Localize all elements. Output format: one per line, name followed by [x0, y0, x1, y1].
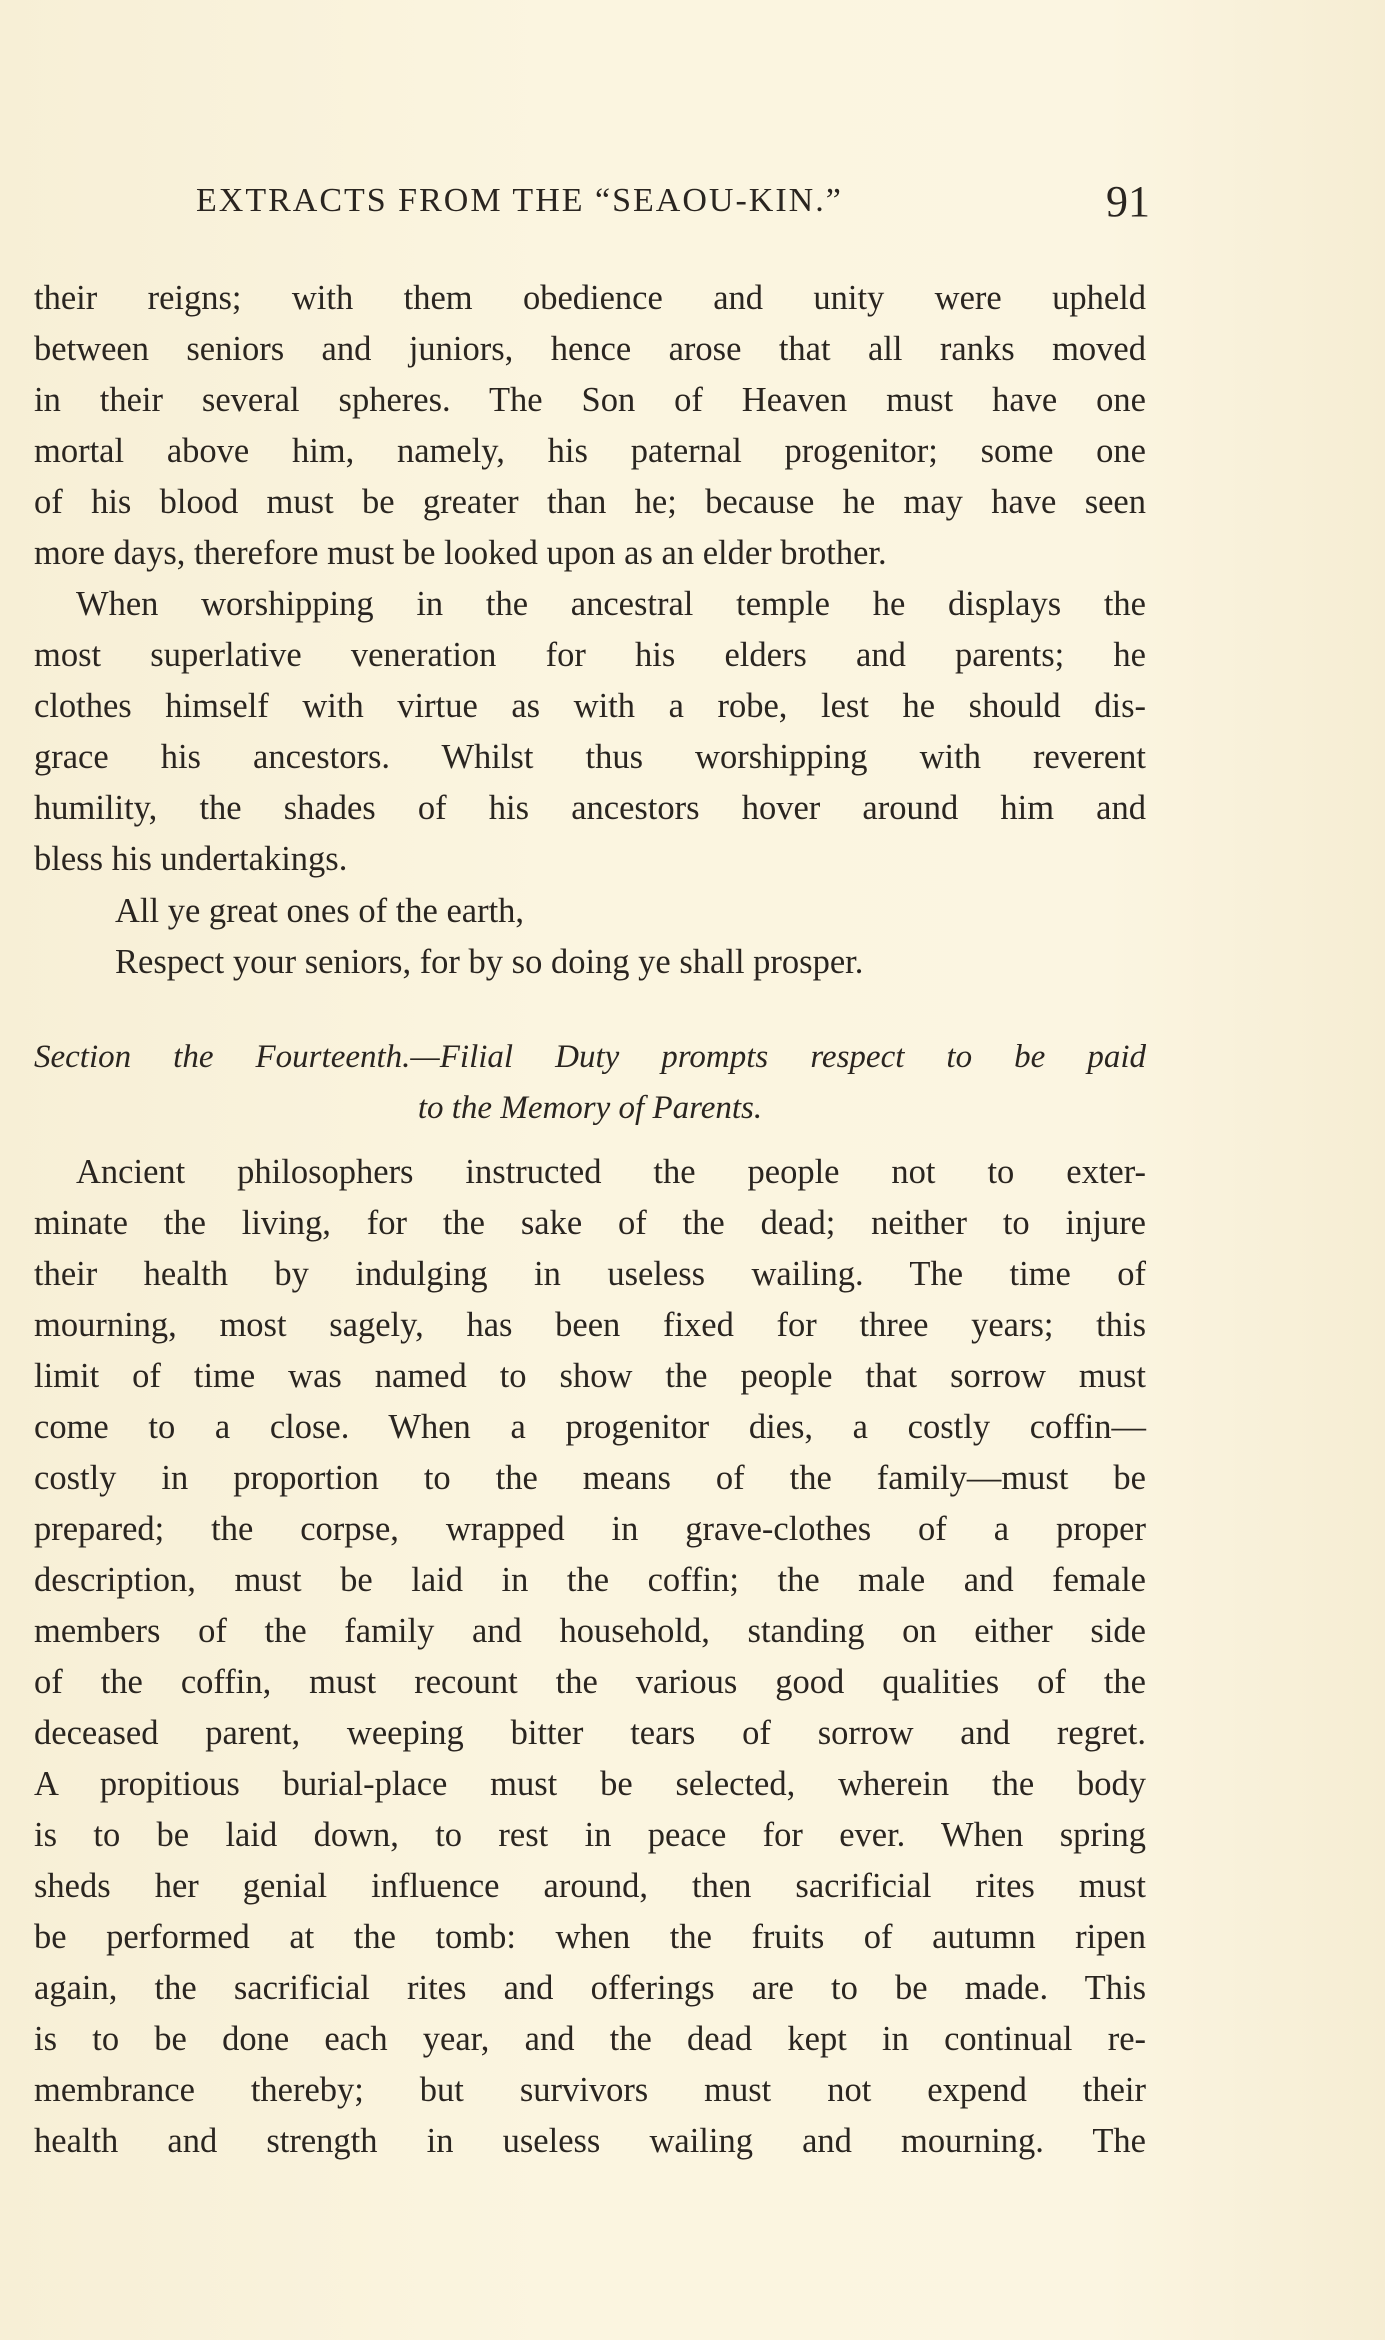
- text-line: of his blood must be greater than he; because he may have seen: [34, 483, 1146, 521]
- section-heading: [34, 1032, 1146, 1134]
- text-line: deceased parent, weeping bitter tears of sorrow and regret.: [34, 1714, 1146, 1752]
- text-line: membrance thereby; but survivors must not expend their: [34, 2071, 1146, 2109]
- text-line: grace his ancestors. Whilst thus worshipping with reverent: [34, 738, 1146, 776]
- running-title: EXTRACTS FROM THE “SEAOU-KIN.”: [196, 182, 843, 219]
- text-line: in their several spheres. The Son of Heaven must have one: [34, 381, 1146, 419]
- text-line: of the coffin, must recount the various good qualities of the: [34, 1663, 1146, 1701]
- running-head: [174, 176, 1150, 236]
- text-line: again, the sacrificial rites and offerings are to be made. This: [34, 1969, 1146, 2007]
- text-line: description, must be laid in the coffin; the male and female: [34, 1561, 1146, 1599]
- paragraph-mourning: [34, 1147, 1146, 2167]
- paragraph-continuation: [34, 273, 1146, 579]
- text-line: mourning, most sagely, has been fixed for three years; this: [34, 1306, 1146, 1344]
- text-line: Ancient philosophers instructed the people not to exter-: [76, 1153, 1146, 1191]
- text-line: minate the living, for the sake of the dead; neither to injure: [34, 1204, 1146, 1242]
- text-line: When worshipping in the ancestral temple he displays the: [76, 585, 1146, 623]
- text-line: sheds her genial influence around, then sacrificial rites must: [34, 1867, 1146, 1905]
- text-line: is to be laid down, to rest in peace for ever. When spring: [34, 1816, 1146, 1854]
- text-line: come to a close. When a progenitor dies, a costly coffin—: [34, 1408, 1146, 1446]
- text-line: more days, therefore must be looked upon as an elder brother.: [34, 534, 887, 572]
- text-line: between seniors and juniors, hence arose that all ranks moved: [34, 330, 1146, 368]
- verse: [115, 886, 863, 988]
- verse-line: All ye great ones of the earth,: [115, 892, 525, 930]
- text-line: prepared; the corpse, wrapped in grave-clothes of a proper: [34, 1510, 1146, 1548]
- text-line: their reigns; with them obedience and unity were upheld: [34, 279, 1146, 317]
- page-number: 91: [1106, 177, 1150, 226]
- text-line: most superlative veneration for his elders and parents; he: [34, 636, 1146, 674]
- text-line: members of the family and household, standing on either side: [34, 1612, 1146, 1650]
- text-line: be performed at the tomb: when the fruits of autumn ripen: [34, 1918, 1146, 1956]
- text-line: limit of time was named to show the people that sorrow must: [34, 1357, 1146, 1395]
- text-line: clothes himself with virtue as with a robe, lest he should dis-: [34, 687, 1146, 725]
- text-line: their health by indulging in useless wailing. The time of: [34, 1255, 1146, 1293]
- section-heading-line: to the Memory of Parents.: [417, 1090, 763, 1126]
- text-line: bless his undertakings.: [34, 840, 348, 878]
- paragraph-worship: [34, 579, 1146, 885]
- text-line: is to be done each year, and the dead kept in continual re-: [34, 2020, 1146, 2058]
- text-line: humility, the shades of his ancestors hover around him and: [34, 789, 1146, 827]
- text-line: A propitious burial-place must be selected, wherein the body: [34, 1765, 1146, 1803]
- verse-line: Respect your seniors, for by so doing ye shall prosper.: [115, 943, 864, 981]
- text-line: mortal above him, namely, his paternal progenitor; some one: [34, 432, 1146, 470]
- text-line: health and strength in useless wailing and mourning. The: [34, 2122, 1146, 2160]
- section-heading-line: Section the Fourteenth.—Filial Duty prompts respect to be paid: [34, 1039, 1146, 1075]
- text-line: costly in proportion to the means of the family—must be: [34, 1459, 1146, 1497]
